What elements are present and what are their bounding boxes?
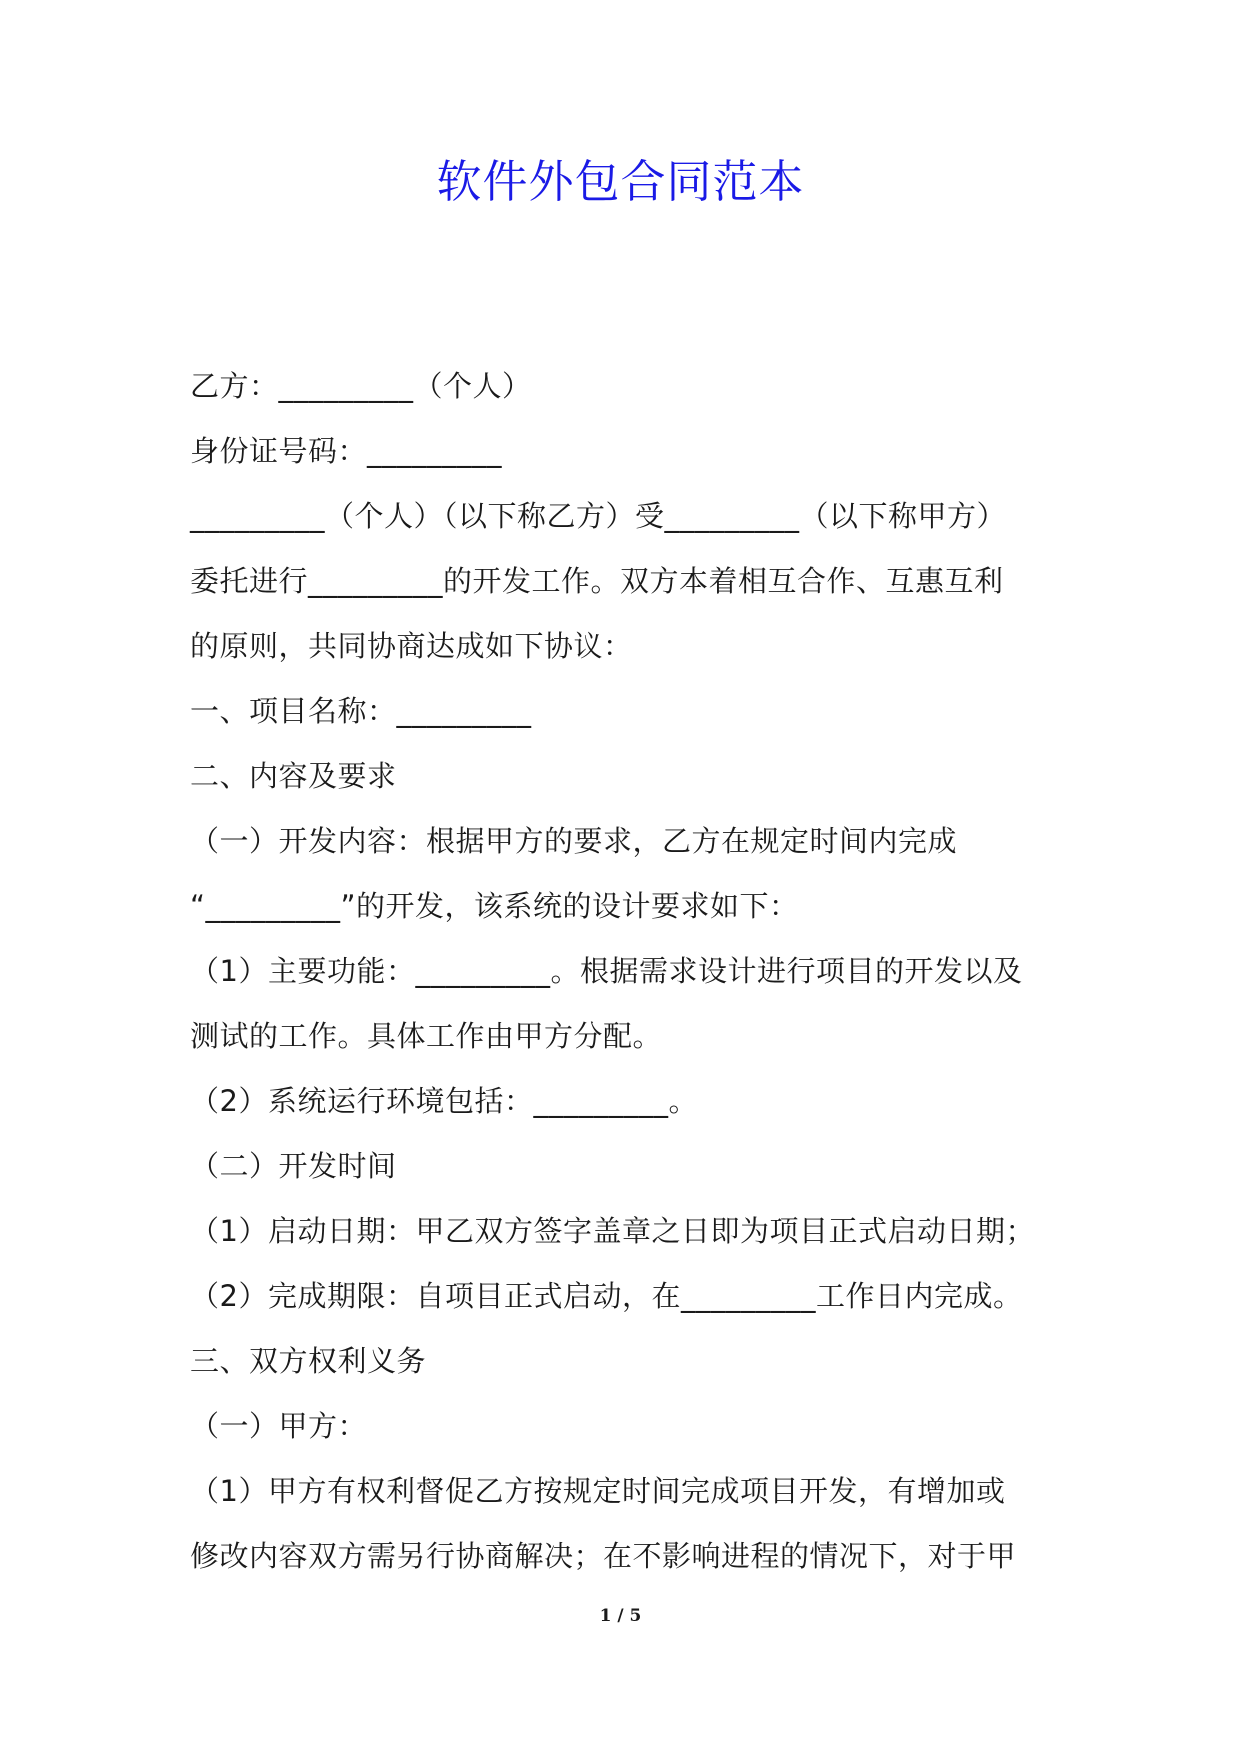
section-1-project-name: 一、项目名称：_________ [190,694,532,728]
start-date-line: （1）启动日期：甲乙双方签字盖章之日即为项目正式启动日期； [190,1214,1035,1248]
main-functions-line-1: （1）主要功能：_________。根据需求设计进行项目的开发以及 [190,954,1023,988]
contract-body [190,354,1070,1589]
document-title: 软件外包合同范本 [436,155,805,208]
party-a-rights-line-2: 修改内容双方需另行协商解决；在不影响进程的情况下，对于甲 [190,1539,1017,1573]
id-number-line: 身份证号码：_________ [190,434,503,468]
main-functions-line-2: 测试的工作。具体工作由甲方分配。 [190,1019,663,1053]
preamble-line-3: 的原则，共同协商达成如下协议： [190,629,633,663]
page-number: 1 / 5 [599,1606,642,1626]
runtime-environment-line: （2）系统运行环境包括：_________。 [190,1084,698,1118]
party-b-name-line: 乙方：_________（个人） [190,369,532,403]
section-2-1-content-line-1: （一）开发内容：根据甲方的要求，乙方在规定时间内完成 [190,824,958,858]
party-a-rights-line-1: （1）甲方有权利督促乙方按规定时间完成项目开发，有增加或 [190,1474,1006,1508]
preamble-line-2: 委托进行_________的开发工作。双方本着相互合作、互惠互利 [190,564,1004,598]
section-2-1-content-line-2: “_________”的开发，该系统的设计要求如下： [190,889,799,923]
party-a-heading: （一）甲方： [190,1409,368,1443]
section-3-heading: 三、双方权利义务 [190,1344,427,1378]
section-2-heading: 二、内容及要求 [190,759,397,793]
section-2-2-heading: （二）开发时间 [190,1149,397,1183]
deadline-line: （2）完成期限：自项目正式启动，在_________工作日内完成。 [190,1279,1023,1313]
preamble-line-1: _________（个人）（以下称乙方）受_________（以下称甲方） [190,499,1007,533]
